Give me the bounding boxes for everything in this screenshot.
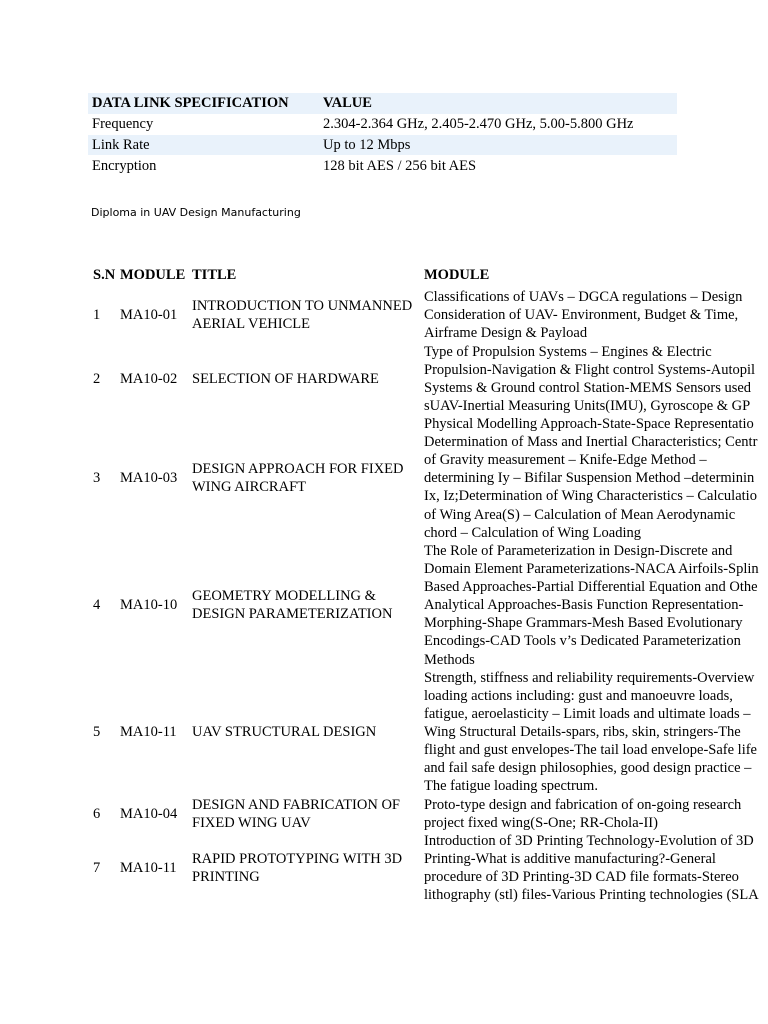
module-description-line: Systems & Ground control Station-MEMS Sensors used [424,379,752,396]
module-description [424,669,757,796]
module-title-line: PRINTING [192,869,260,886]
module-description-line: Propulsion-Navigation & Flight control Systems-Autopil [424,361,756,378]
module-description-line: Physical Modelling Approach-State-Space Representatio [424,416,754,433]
module-title [192,370,379,388]
module-description-line: Morphing-Shape Grammars-Mesh Based Evolutionary [424,615,743,632]
module-sn: 4 [93,597,101,614]
module-description-line: lithography (stl) files-Various Printing technologies (SLA [424,887,759,904]
module-title [192,796,400,832]
module-title-line: DESIGN AND FABRICATION OF [192,796,400,813]
module-description-line: Encodings-CAD Tools v’s Dedicated Parameterization [424,633,741,650]
course-subtitle: Diploma in UAV Design Manufacturing [91,206,301,219]
spec-value: 2.304-2.364 GHz, 2.405-2.470 GHz, 5.00-5.800 GHz [323,116,634,133]
module-description-line: The fatigue loading spectrum. [424,778,598,795]
module-title-line: FIXED WING UAV [192,814,311,831]
module-description [424,796,741,832]
module-description [424,343,755,415]
module-description [424,832,759,904]
module-description-line: project fixed wing(S-One; RR-Chola-II) [424,814,658,831]
module-title-line: GEOMETRY MODELLING & [192,588,376,605]
module-sn: 6 [93,805,101,822]
module-title [192,587,392,623]
module-description-line: determining Iy – Bifilar Suspension Method –determinin [424,470,755,487]
module-description-line: Classifications of UAVs – DGCA regulations – Design [424,289,743,305]
module-description-line: sUAV-Inertial Measuring Units(IMU), Gyroscope & GP [424,397,751,414]
module-sn: 5 [93,724,101,741]
module-description [424,415,757,542]
module-code: MA10-11 [120,860,177,877]
module-description-line: flight and gust envelopes-The tail load envelope-Safe life [424,742,757,759]
module-code: MA10-11 [120,724,177,741]
module-description [424,288,742,342]
module-title-line: DESIGN APPROACH FOR FIXED [192,461,404,478]
module-code: MA10-02 [120,370,178,387]
spec-name: Link Rate [88,135,319,156]
module-description-line: Analytical Approaches-Basis Function Representation- [424,597,744,614]
module-description-line: Proto-type design and fabrication of on-going research [424,796,742,813]
module-sn: 1 [93,307,101,324]
module-description-line: Determination of Mass and Inertial Characteristics; Centr [424,434,758,451]
module-description-line: Wing Structural Details-spars, ribs, skin, stringers-The [424,724,741,741]
spec-name: Encryption [92,157,157,174]
module-title-line: SELECTION OF HARDWARE [192,370,379,387]
module-title [192,460,404,496]
module-title [192,723,376,741]
module-description-line: The Role of Parameterization in Design-Discrete and [424,543,733,559]
module-description-line: Introduction of 3D Printing Technology-Evolution of 3D [424,833,754,850]
module-description-line: loading actions including: gust and manoeuvre loads, [424,687,733,704]
module-code: MA10-01 [120,307,178,324]
module-description-line: Ix, Iz;Determination of Wing Characteristics – Calculatio [424,488,757,505]
module-description-line: procedure of 3D Printing-3D CAD file formats-Stereo [424,869,739,886]
spec-value: 128 bit AES / 256 bit AES [323,157,477,174]
module-description-line: Strength, stiffness and reliability requirements-Overview [424,669,755,686]
module-title-line: DESIGN PARAMETERIZATION [192,606,393,623]
module-description [424,542,759,669]
spec-value: Up to 12 Mbps [319,135,677,156]
module-code: MA10-04 [120,805,178,822]
module-title-line: AERIAL VEHICLE [192,316,310,333]
sn-header: S.N [93,267,116,283]
spec-name: Frequency [92,116,154,133]
spec-header-label: DATA LINK SPECIFICATION [88,93,319,114]
module-title-line: UAV STRUCTURAL DESIGN [192,724,377,741]
module-code-header: MODULE [120,267,186,283]
module-description-line: of Gravity measurement – Knife-Edge Method – [424,452,707,469]
module-description-line: Printing-What is additive manufacturing?-General [424,851,716,868]
module-code: MA10-03 [120,470,178,487]
module-title [192,850,402,886]
module-code: MA10-10 [120,597,178,614]
title-header: TITLE [192,267,237,283]
module-description-line: Based Approaches-Partial Differential Equation and Othe [424,579,758,596]
module-description-line: Domain Element Parameterizations-NACA Airfoils-Splin [424,561,759,578]
module-description-line: of Wing Area(S) – Calculation of Mean Aerodynamic [424,506,736,523]
module-sn: 7 [93,860,101,877]
module-description-header: MODULE [424,267,490,283]
module-sn: 2 [93,370,101,387]
module-title-line: WING AIRCRAFT [192,479,306,496]
module-description-line: Airframe Design & Payload [424,325,588,342]
module-title-line: INTRODUCTION TO UNMANNED [192,298,413,315]
module-sn: 3 [93,470,101,487]
module-description-line: fatigue, aeroelasticity – Limit loads and ultimate loads – [424,706,751,723]
module-description-line: Methods [424,651,475,668]
module-title-line: RAPID PROTOTYPING WITH 3D [192,851,403,868]
module-description-line: Type of Propulsion Systems – Engines & Electric [424,343,712,360]
value-header-label: VALUE [319,93,677,114]
module-description-line: chord – Calculation of Wing Loading [424,524,642,541]
module-title [192,297,412,333]
module-description-line: Consideration of UAV- Environment, Budget & Time, [424,307,739,324]
module-description-line: and fail safe design philosophies, good design practice – [424,760,752,777]
